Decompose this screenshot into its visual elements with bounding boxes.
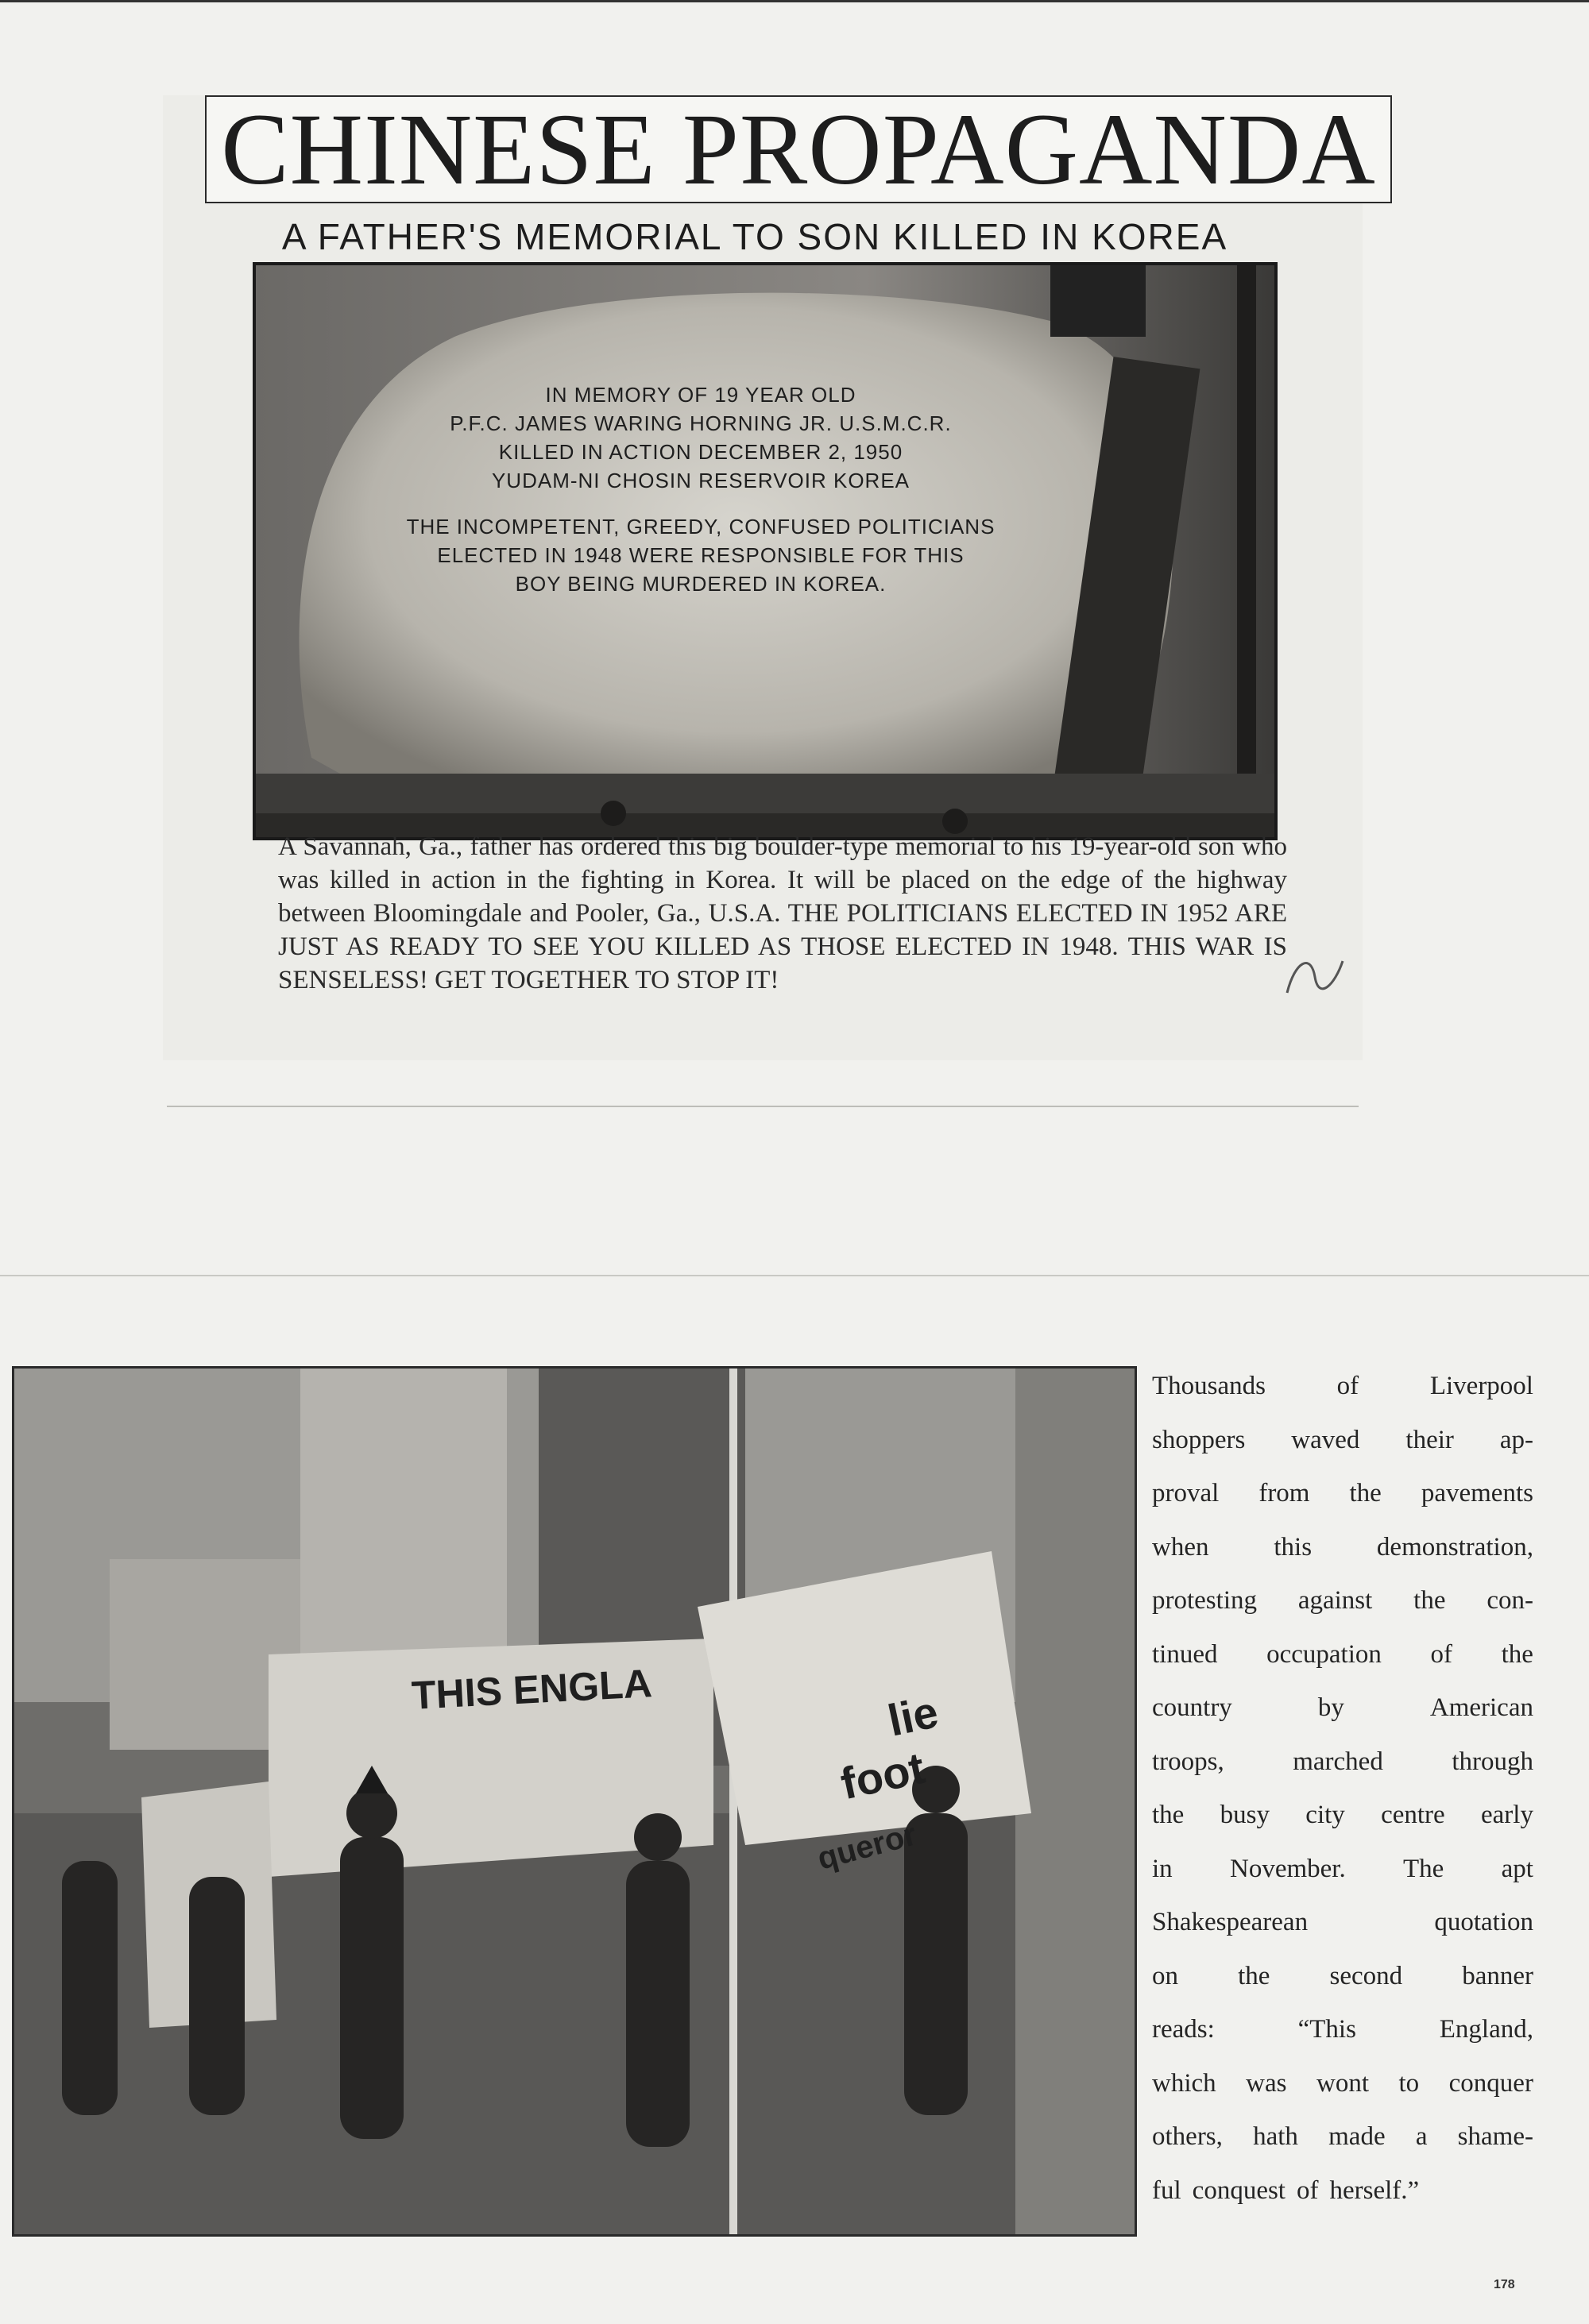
demonstration-photo-art xyxy=(14,1369,1135,2234)
caption-word: second xyxy=(1329,1961,1403,1990)
caption-line xyxy=(1152,2164,1533,2218)
caption-word: their xyxy=(1405,1425,1454,1454)
caption-word: this xyxy=(1274,1532,1313,1562)
caption-line xyxy=(1152,1950,1533,2004)
caption-word: against xyxy=(1297,1586,1373,1615)
caption-line xyxy=(1152,1896,1533,1950)
caption-word: of xyxy=(1336,1372,1359,1400)
plaque-line: THE INCOMPETENT, GREEDY, CONFUSED POLITICIANS xyxy=(406,515,996,539)
demonstration-photo xyxy=(12,1366,1137,2237)
caption-word: the xyxy=(1152,1801,1185,1829)
caption-line xyxy=(1152,1681,1533,1735)
caption-word: ap- xyxy=(1499,1425,1533,1454)
caption-word: the xyxy=(1413,1586,1446,1615)
memorial-photo xyxy=(253,262,1278,840)
banner-text: THIS ENGLA xyxy=(410,1661,654,1718)
caption-word: herself.” xyxy=(1329,2175,1420,2205)
caption-word: Thousands xyxy=(1152,1372,1266,1400)
caption-word: banner xyxy=(1462,1961,1533,1990)
caption-word: of xyxy=(1296,2175,1319,2205)
plaque-line: KILLED IN ACTION DECEMBER 2, 1950 xyxy=(498,440,903,464)
caption-word: November. xyxy=(1229,1854,1346,1883)
caption-word: marched xyxy=(1293,1747,1383,1776)
headline: CHINESE PROPAGANDA xyxy=(205,95,1392,203)
caption-word: England, xyxy=(1439,2015,1533,2044)
caption-word: demonstration, xyxy=(1376,1532,1533,1562)
caption-word: through xyxy=(1452,1747,1533,1776)
caption-word: quotation xyxy=(1434,1908,1533,1936)
caption-word: centre xyxy=(1381,1801,1445,1829)
caption-word: apt xyxy=(1501,1854,1533,1883)
caption-word: ful xyxy=(1152,2175,1181,2205)
caption-word: waved xyxy=(1291,1425,1360,1454)
caption-word: proval xyxy=(1152,1479,1220,1508)
caption-word: on xyxy=(1152,1961,1178,1990)
caption-line xyxy=(1152,1628,1533,1682)
caption-word: which xyxy=(1152,2068,1216,2098)
caption-word: early xyxy=(1481,1801,1533,1829)
caption-word: others, xyxy=(1152,2122,1223,2151)
handwritten-mark xyxy=(1279,945,1351,1009)
banner-text: foot xyxy=(836,1742,930,1809)
plaque-line: P.F.C. JAMES WARING HORNING JR. U.S.M.C.R. xyxy=(450,411,952,435)
banner-text: lie xyxy=(883,1686,943,1746)
caption-word: city xyxy=(1305,1801,1345,1829)
memorial-caption-text: A Savannah, Ga., father has ordered this big boulder-type memorial to his 19-year-old son who was killed in action in the fighting in Korea. It will be placed on the edge of the highway between Bloomingdale and Pooler, Ga., U.S.A. THE POLITICIANS ELECTED IN 1952 ARE JUST AS READY TO SEE YOU KILLED AS THOSE ELECTED IN 1948. THIS WAR IS SENSELESS! GET TOGETHER TO STOP IT! xyxy=(278,832,1287,994)
caption-line xyxy=(1152,1414,1533,1468)
scan-line xyxy=(0,0,1589,2)
caption-word: the xyxy=(1349,1479,1382,1508)
caption-word: The xyxy=(1403,1854,1444,1883)
caption-word: reads: xyxy=(1152,2015,1215,2044)
plaque-line: BOY BEING MURDERED IN KOREA. xyxy=(515,572,887,596)
caption-word: Liverpool xyxy=(1429,1372,1533,1400)
caption-word: troops, xyxy=(1152,1747,1224,1776)
caption-word: tinued xyxy=(1152,1639,1218,1669)
scan-line xyxy=(167,1106,1359,1107)
caption-line xyxy=(1152,1521,1533,1575)
caption-word: Shakespearean xyxy=(1152,1908,1309,1936)
caption-line xyxy=(1152,1843,1533,1897)
caption-word: made xyxy=(1328,2122,1386,2151)
caption-line xyxy=(1152,2003,1533,2057)
plaque-line: ELECTED IN 1948 WERE RESPONSIBLE FOR THIS xyxy=(437,543,965,567)
caption-word: a xyxy=(1415,2122,1428,2151)
caption-word: to xyxy=(1398,2068,1420,2098)
caption-word: by xyxy=(1317,1693,1344,1722)
caption-line xyxy=(1152,1735,1533,1789)
caption-word: busy xyxy=(1220,1801,1270,1829)
caption-word: in xyxy=(1152,1854,1173,1883)
caption-word: of xyxy=(1430,1639,1453,1669)
caption-word: conquest xyxy=(1192,2175,1286,2205)
caption-line xyxy=(1152,1574,1533,1628)
caption-word: con- xyxy=(1487,1586,1533,1615)
caption-word: from xyxy=(1258,1479,1310,1508)
caption-word: shame- xyxy=(1457,2122,1533,2151)
caption-line xyxy=(1152,2110,1533,2164)
caption-word: occupation xyxy=(1266,1639,1382,1669)
caption-word: American xyxy=(1429,1693,1533,1722)
caption-word: country xyxy=(1152,1693,1232,1722)
plaque-line: YUDAM-NI CHOSIN RESERVOIR KOREA xyxy=(491,469,910,492)
banner-text: queror xyxy=(814,1816,921,1877)
caption-word: was xyxy=(1246,2068,1287,2098)
caption-word: hath xyxy=(1253,2122,1298,2151)
subhead: A FATHER'S MEMORIAL TO SON KILLED IN KOREA xyxy=(281,216,1228,257)
memorial-caption xyxy=(278,830,1287,997)
caption-word: protesting xyxy=(1152,1586,1257,1615)
caption-word: pavements xyxy=(1421,1479,1533,1508)
page-number: 178 xyxy=(1494,2278,1515,2291)
caption-line xyxy=(1152,1467,1533,1521)
caption-word: shoppers xyxy=(1152,1425,1246,1454)
caption-line xyxy=(1152,2057,1533,2111)
caption-word: the xyxy=(1238,1961,1270,1990)
scan-line xyxy=(0,1275,1589,1276)
caption-line xyxy=(1152,1360,1533,1414)
caption-line xyxy=(1152,1789,1533,1843)
caption-word: the xyxy=(1501,1639,1533,1669)
demonstration-caption xyxy=(1152,1360,1533,2218)
caption-word: wont xyxy=(1316,2068,1369,2098)
plaque-line: IN MEMORY OF 19 YEAR OLD xyxy=(545,383,856,407)
plaque-inscription xyxy=(343,380,1058,682)
caption-word: when xyxy=(1152,1532,1209,1562)
caption-word: “This xyxy=(1297,2015,1356,2044)
caption-word: conquer xyxy=(1448,2068,1533,2098)
